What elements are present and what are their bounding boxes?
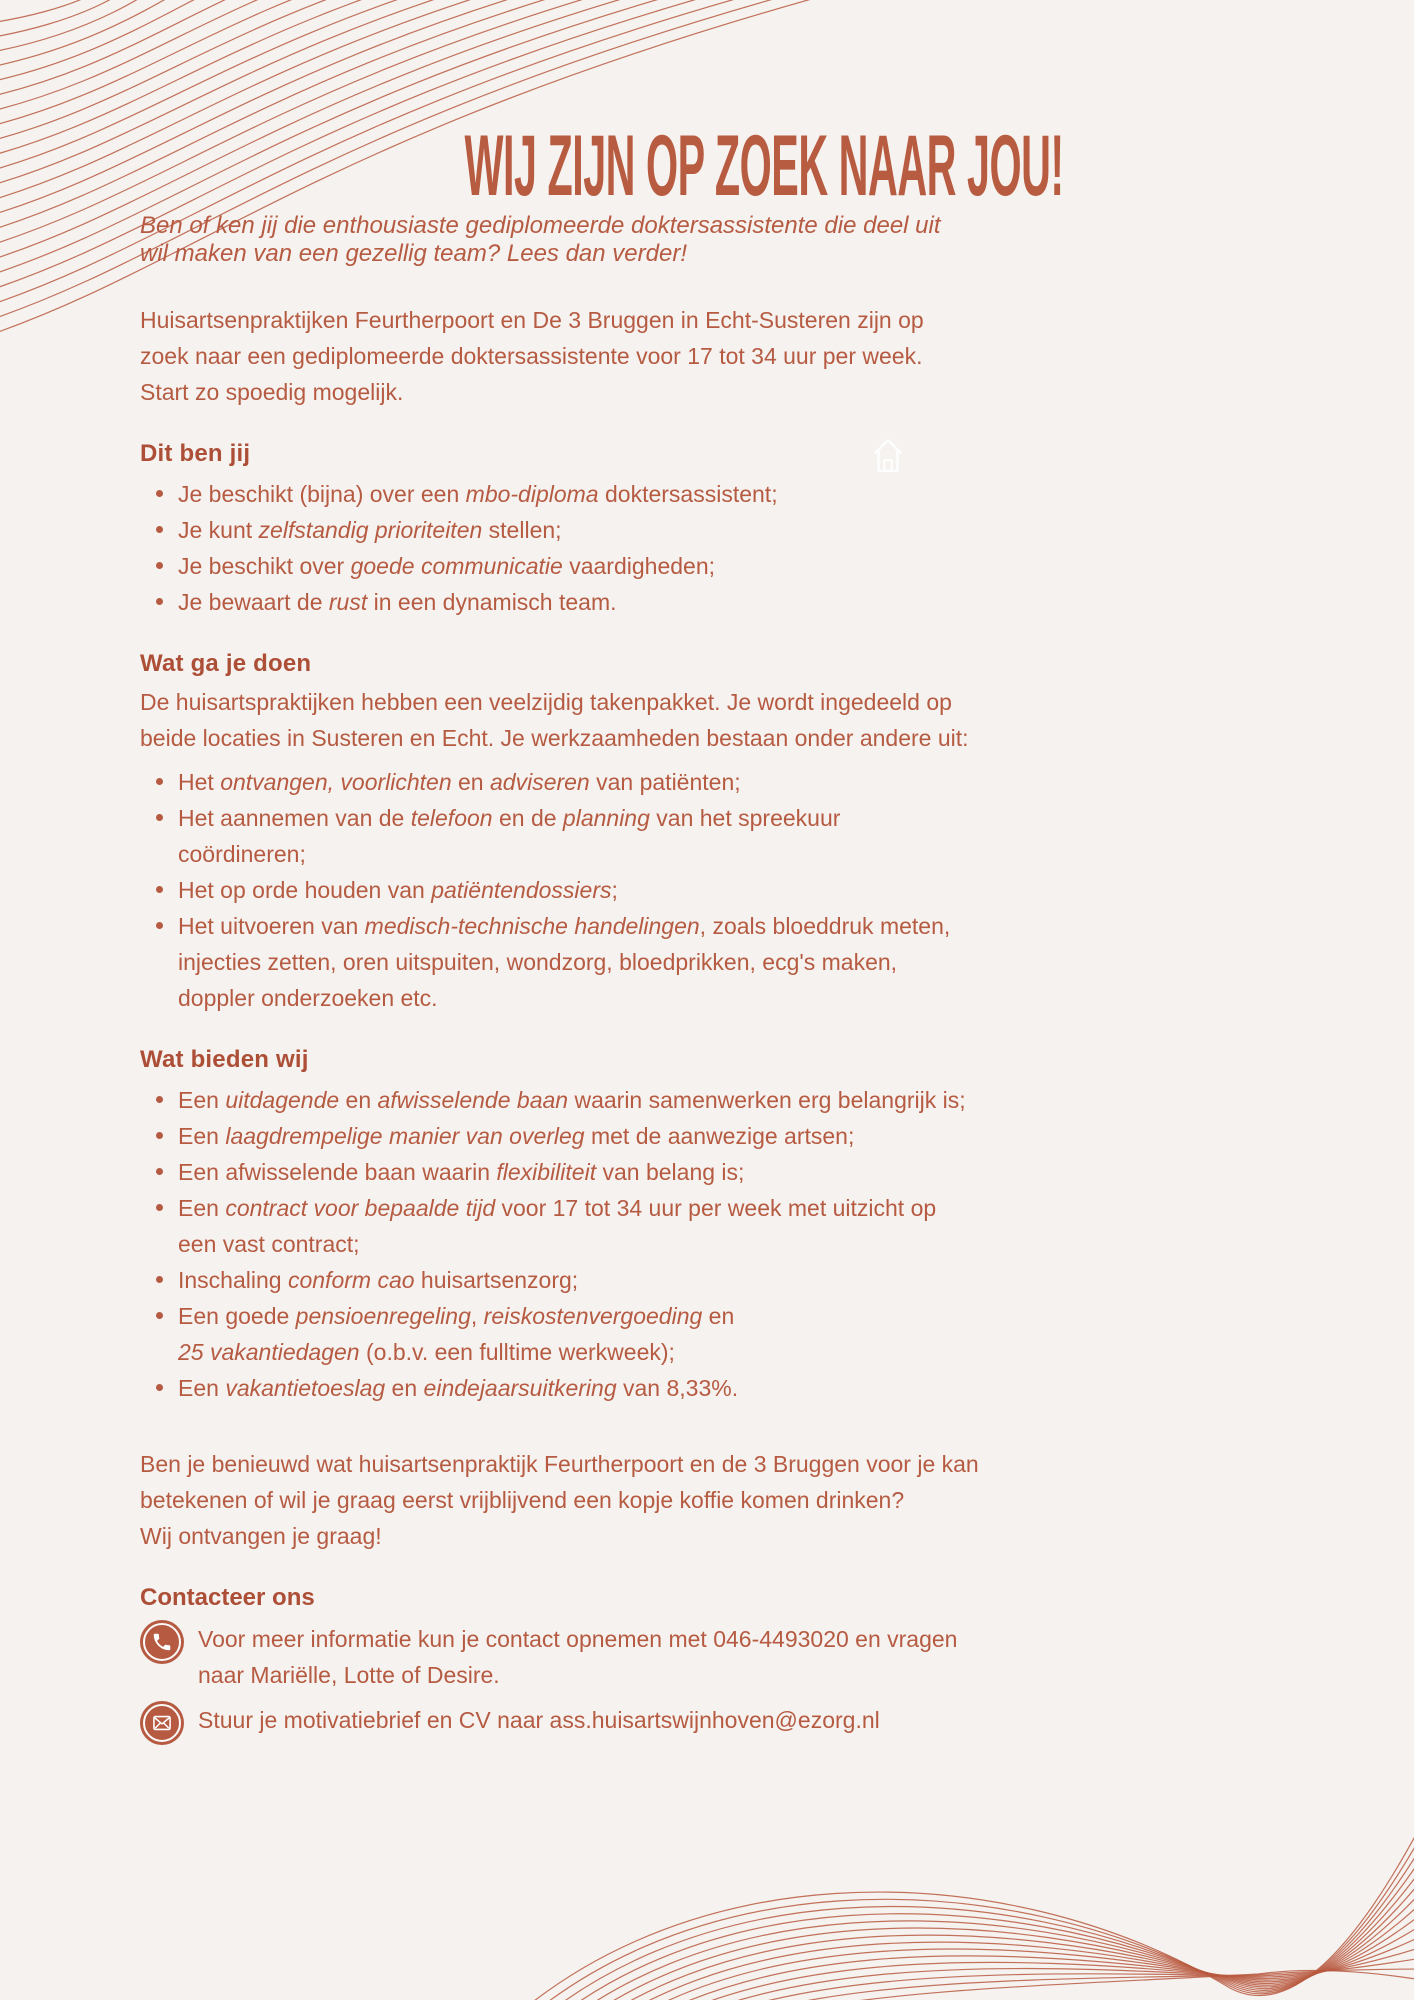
list-item: [140, 1118, 1040, 1154]
bullet-dot: [140, 476, 178, 512]
subtitle: Ben of ken jij die enthousiaste gediplomeerde doktersassistente die deel uit wil maken van een gezellig team? Lees dan verder!: [140, 211, 941, 267]
list-item-text: Je beschikt over goede communicatie vaardigheden;: [178, 553, 716, 580]
list-item: [140, 1262, 1040, 1298]
list-item-text: Het ontvangen, voorlichten en adviseren van patiënten;: [178, 769, 741, 796]
list-item-text: Je beschikt (bijna) over een mbo-diploma doktersassistent;: [178, 481, 778, 508]
phone-icon: [140, 1620, 184, 1664]
bullet-dot: [140, 1370, 178, 1406]
section-heading-dit-ben-jij: Dit ben jij: [140, 440, 251, 468]
bullet-dot: [140, 1082, 178, 1118]
list-item: [140, 512, 1040, 548]
bullet-dot: [140, 1298, 178, 1370]
list-item-text: Een goede pensioenregeling, reiskostenvergoeding en 25 vakantiedagen (o.b.v. een fulltime werkweek);: [178, 1303, 735, 1366]
bullet-dot: [140, 584, 178, 620]
list-item-text: Een laagdrempelige manier van overleg met de aanwezige artsen;: [178, 1123, 855, 1150]
list-item: [140, 872, 1040, 908]
section-list-wat-ga-je-doen: [140, 764, 1040, 1016]
contact-text: Voor meer informatie kun je contact opnemen met 046-4493020 en vragen naar Mariëlle, Lotte of Desire.: [198, 1626, 958, 1689]
bullet-dot: [140, 800, 178, 872]
contact-item: [140, 1620, 1040, 1693]
list-item: [140, 1370, 1040, 1406]
bullet-dot: [140, 1262, 178, 1298]
bullet-dot: [140, 908, 178, 1016]
list-item: [140, 1082, 1040, 1118]
section-list-dit-ben-jij: [140, 476, 1040, 620]
bullet-dot: [140, 1118, 178, 1154]
list-item-text: Je bewaart de rust in een dynamisch team.: [178, 589, 617, 616]
bullet-dot: [140, 872, 178, 908]
contact-item: [140, 1701, 1040, 1745]
closing-paragraph: Ben je benieuwd wat huisartsenpraktijk Feurtherpoort en de 3 Bruggen voor je kan betekenen of wil je graag eerst vrijblijvend een kopje koffie komen drinken? Wij ontvangen je graag!: [140, 1451, 979, 1550]
poster-content: [140, 118, 1064, 1745]
list-item-text: Je kunt zelfstandig prioriteiten stellen;: [178, 517, 562, 544]
contact-heading: Contacteer ons: [140, 1584, 315, 1612]
section-heading-wat-bieden-wij: Wat bieden wij: [140, 1046, 309, 1074]
list-item: [140, 584, 1040, 620]
contact-items: [140, 1620, 1040, 1745]
page-title: [140, 118, 1064, 214]
list-item-text: Het op orde houden van patiëntendossiers;: [178, 877, 618, 904]
list-item: [140, 548, 1040, 584]
list-item-text: Een contract voor bepaalde tijd voor 17 tot 34 uur per week met uitzicht op een vast contract;: [178, 1195, 937, 1258]
list-item: [140, 800, 1040, 872]
list-item: [140, 1298, 1040, 1370]
list-item-text: Het aannemen van de telefoon en de planning van het spreekuur coördineren;: [178, 805, 841, 868]
list-item-text: Inschaling conform cao huisartsenzorg;: [178, 1267, 579, 1294]
bullet-dot: [140, 1190, 178, 1262]
bullet-dot: [140, 548, 178, 584]
section-list-wat-bieden-wij: [140, 1082, 1040, 1406]
section-intro-wat-ga-je-doen: De huisartspraktijken hebben een veelzijdig takenpakket. Je wordt ingedeeld op beide locaties in Susteren en Echt. Je werkzaamheden bestaan onder andere uit:: [140, 689, 969, 752]
list-item: [140, 908, 1040, 1016]
bullet-dot: [140, 512, 178, 548]
contact-text: Stuur je motivatiebrief en CV naar ass.huisartswijnhoven@ezorg.nl: [198, 1707, 880, 1734]
page-title-text: WIJ ZIJN OP ZOEK NAAR JOU!: [464, 118, 1064, 214]
sections: [140, 440, 1040, 1406]
list-item: [140, 1190, 1040, 1262]
list-item-text: Een uitdagende en afwisselende baan waarin samenwerken erg belangrijk is;: [178, 1087, 966, 1114]
list-item: [140, 1154, 1040, 1190]
wavy-lines-bottom-decoration: [0, 1740, 1414, 2000]
list-item-text: Een vakantietoeslag en eindejaarsuitkering van 8,33%.: [178, 1375, 739, 1402]
list-item-text: Het uitvoeren van medisch-technische handelingen, zoals bloeddruk meten, injecties zetten, oren uitspuiten, wondzorg, bloedprikken, ecg's maken, doppler onderzoeken etc.: [178, 913, 951, 1012]
bullet-dot: [140, 1154, 178, 1190]
list-item: [140, 764, 1040, 800]
mail-icon: [140, 1701, 184, 1745]
bullet-dot: [140, 764, 178, 800]
list-item: [140, 476, 1040, 512]
intro-paragraph: Huisartsenpraktijken Feurtherpoort en De 3 Bruggen in Echt-Susteren zijn op zoek naar een gediplomeerde doktersassistente voor 17 tot 34 uur per week. Start zo spoedig mogelijk.: [140, 307, 924, 406]
list-item-text: Een afwisselende baan waarin flexibiliteit van belang is;: [178, 1159, 745, 1186]
section-heading-wat-ga-je-doen: Wat ga je doen: [140, 650, 312, 678]
